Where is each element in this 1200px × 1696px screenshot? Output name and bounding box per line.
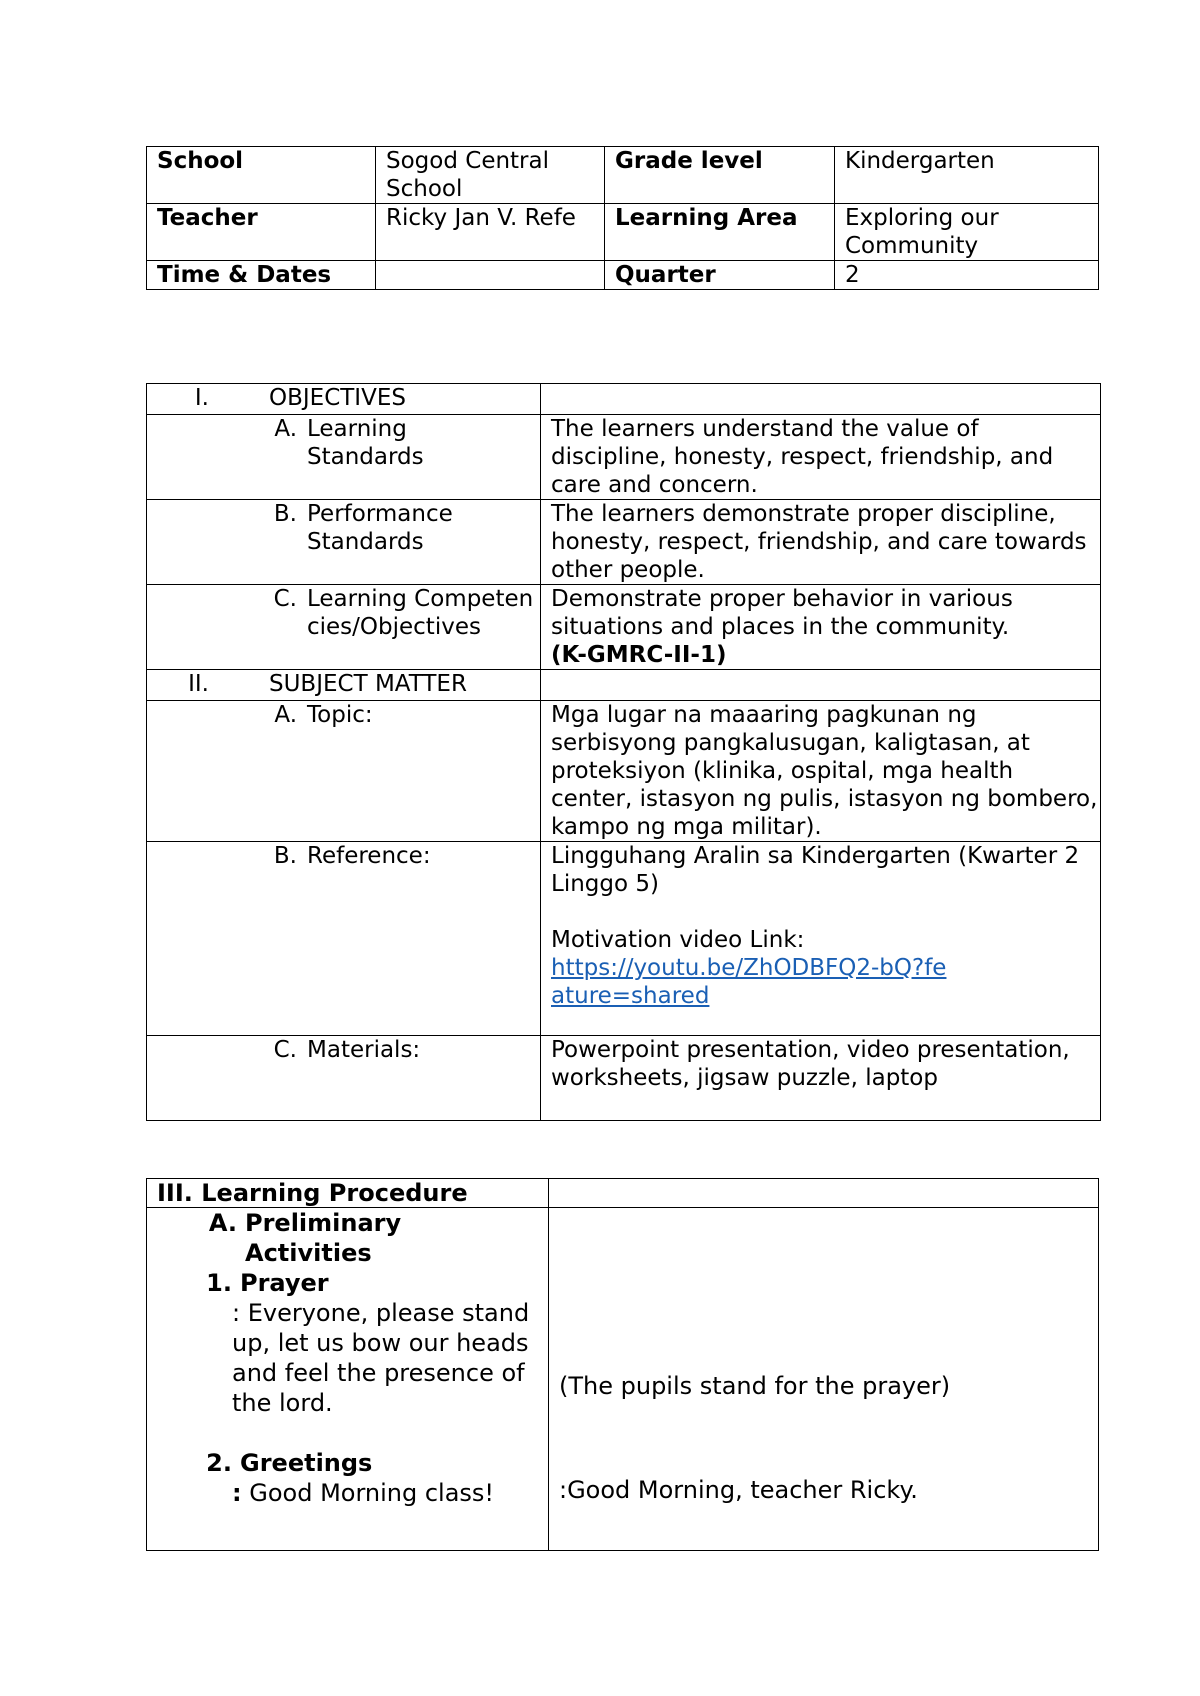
item-number: 1. [206,1269,232,1297]
item-letter: A. [274,702,297,728]
greetings-text: Good Morning class! [241,1479,495,1507]
section-number: II. [188,671,209,697]
performance-standards-row [147,500,1101,585]
prayer-response: (The pupils stand for the prayer) [559,1372,951,1400]
teacher-value: Ricky Jan V. Refe [376,204,605,261]
topic-label: Topic: [307,702,373,728]
preliminary-activities-heading [147,1208,548,1268]
section-title: SUBJECT MATTER [269,671,467,697]
learning-standards-value: The learners understand the value of discipline, honesty, respect, friendship, and care and concern. [541,415,1101,500]
preliminary-activities-row [147,1208,1099,1551]
video-link-label: Motivation video Link: [551,927,805,953]
time-label: Time & Dates [147,261,376,290]
grade-label: Grade level [605,147,835,204]
objectives-header-row [147,384,1101,415]
greetings-title: Greetings [240,1449,373,1477]
prayer-text: : Everyone, please stand up, let us bow our heads and feel the presence of the lord. [232,1299,530,1417]
learning-competencies-row [147,585,1101,670]
subject-matter-header-row [147,670,1101,701]
reference-value: Lingguhang Aralin sa Kindergarten (Kwarter 2 Linggo 5) [551,843,1080,897]
performance-standards-label: Performance Standards [307,501,453,555]
greetings-colon: : [232,1479,242,1507]
procedure-header: III. Learning Procedure [147,1179,549,1208]
competency-code: (K-GMRC-II-1) [551,642,727,668]
item-letter: B. [273,843,297,869]
objectives-table [146,383,1101,1121]
item-letter: B. [273,501,297,527]
item-letter: C. [273,1037,297,1063]
item-letter: A. [274,416,297,442]
school-label: School [147,147,376,204]
learning-competencies-value: Demonstrate proper behavior in various situations and places in the community. [551,586,1013,640]
video-link[interactable]: https://youtu.be/ZhODBFQ2-bQ?feature=shared [551,955,947,1009]
greetings-response: :Good Morning, teacher Ricky. [559,1476,918,1504]
item-letter: C. [273,586,297,612]
topic-value: Mga lugar na maaaring pagkunan ng serbisyong pangkalusugan, kaligtasan, at proteksiyon (klinika, ospital, mga health center, istasyon ng pulis, istasyon ng bombero, kampo ng mga militar). [541,701,1101,842]
learning-standards-row [147,415,1101,500]
procedure-table [146,1178,1099,1551]
quarter-value: 2 [835,261,1099,290]
learning-standards-label: Learning Standards [307,416,424,470]
prayer-heading [147,1268,548,1298]
procedure-header-row [147,1179,1099,1208]
item-number: 2. [206,1449,232,1477]
item-letter: A. [208,1209,237,1237]
greetings-heading [147,1448,548,1478]
section-number: I. [194,385,209,411]
learning-competencies-label: Learning Competencies/Objectives [307,586,534,640]
reference-row [147,842,1101,1036]
info-row-time [147,261,1099,290]
quarter-label: Quarter [605,261,835,290]
materials-label: Materials: [307,1037,421,1063]
teacher-label: Teacher [147,204,376,261]
time-value [376,261,605,290]
info-table [146,146,1099,290]
info-row-teacher [147,204,1099,261]
materials-row [147,1036,1101,1121]
reference-label: Reference: [307,843,431,869]
section-title: OBJECTIVES [269,385,406,411]
area-label: Learning Area [605,204,835,261]
materials-value: Powerpoint presentation, video presentation, worksheets, jigsaw puzzle, laptop [541,1036,1101,1121]
performance-standards-value: The learners demonstrate proper discipline, honesty, respect, friendship, and care towards other people. [541,500,1101,585]
info-row-school [147,147,1099,204]
preliminary-activities-title: Preliminary Activities [245,1209,402,1267]
grade-value: Kindergarten [835,147,1099,204]
area-value: Exploring our Community [835,204,1099,261]
prayer-title: Prayer [240,1269,329,1297]
topic-row [147,701,1101,842]
school-value: Sogod Central School [376,147,605,204]
